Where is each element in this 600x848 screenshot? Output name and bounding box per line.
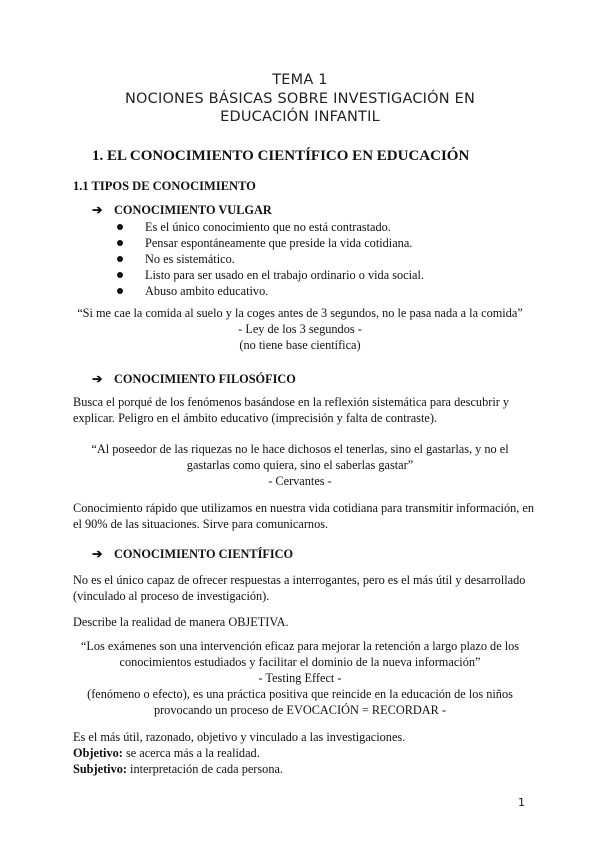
bullet-icon bbox=[117, 272, 123, 278]
quote-author: - Testing Effect - bbox=[258, 671, 342, 685]
definition-objetivo bbox=[73, 745, 260, 761]
heading-text: CONOCIMIENTO FILOSÓFICO bbox=[114, 372, 296, 386]
subsection-heading: 1.1 TIPOS DE CONOCIMIENTO bbox=[73, 179, 256, 193]
list-item: Pensar espontáneamente que preside la vida cotidiana. bbox=[145, 236, 413, 250]
quote-note: (no tiene base científica) bbox=[239, 338, 361, 352]
section-heading: 1. EL CONOCIMIENTO CIENTÍFICO EN EDUCACIÓN bbox=[92, 148, 470, 164]
definition: interpretación de cada persona. bbox=[126, 762, 284, 776]
quote: “Si me cae la comida al suelo y la coges antes de 3 segundos, no le pasa nada a la comida” bbox=[77, 306, 523, 320]
document-title-line-1: TEMA 1 bbox=[272, 72, 328, 88]
bullet-icon bbox=[117, 240, 123, 246]
page-number: 1 bbox=[518, 796, 525, 809]
paragraph-line: explicar. Peligro en el ámbito educativo (imprecisión y falta de contraste). bbox=[73, 411, 437, 425]
arrow-icon: ➔ bbox=[92, 547, 103, 561]
paragraph-line: (vinculado al proceso de investigación). bbox=[73, 589, 270, 603]
heading-conocimiento-cientifico bbox=[92, 546, 293, 562]
paragraph: Describe la realidad de manera OBJETIVA. bbox=[73, 615, 289, 629]
definition: se acerca más a la realidad. bbox=[122, 746, 260, 760]
bullet-icon bbox=[117, 256, 123, 262]
paragraph-line: Busca el porqué de los fenómenos basándose en la reflexión sistemática para descubrir y bbox=[73, 395, 510, 409]
document-title-line-2: NOCIONES BÁSICAS SOBRE INVESTIGACIÓN EN bbox=[124, 91, 476, 107]
quote-line: “Los exámenes son una intervención eficaz para mejorar la retención a largo plazo de los bbox=[80, 639, 520, 653]
bullet-icon bbox=[117, 288, 123, 294]
heading-conocimiento-vulgar bbox=[92, 202, 272, 218]
list-item: Listo para ser usado en el trabajo ordinario o vida social. bbox=[145, 268, 424, 282]
paragraph: Es el más útil, razonado, objetivo y vinculado a las investigaciones. bbox=[73, 730, 406, 744]
quote-note-line: (fenómeno o efecto), es una práctica positiva que reincide en la educación de los niños bbox=[87, 687, 513, 701]
quote-author: - Ley de los 3 segundos - bbox=[238, 322, 362, 336]
list-item: Es el único conocimiento que no está contrastado. bbox=[145, 220, 391, 234]
paragraph-line: Conocimiento rápido que utilizamos en nuestra vida cotidiana para transmitir información, en bbox=[73, 501, 534, 515]
term: Objetivo: bbox=[73, 746, 123, 760]
list-item: Abuso ambito educativo. bbox=[145, 284, 269, 298]
arrow-icon: ➔ bbox=[92, 203, 103, 217]
quote-author: - Cervantes - bbox=[268, 474, 332, 488]
paragraph-line: No es el único capaz de ofrecer respuestas a interrogantes, pero es el más útil y desarrollado bbox=[73, 573, 526, 587]
list-item: No es sistemático. bbox=[145, 252, 235, 266]
quote-line: gastarlas como quiera, sino el saberlas gastar” bbox=[186, 458, 414, 472]
definition-subjetivo bbox=[73, 761, 283, 777]
quote-line: conocimientos estudiados y facilitar el dominio de la nueva información” bbox=[119, 655, 481, 669]
quote-note-line: provocando un proceso de EVOCACIÓN = RECORDAR - bbox=[153, 703, 447, 717]
quote-line: “Al poseedor de las riquezas no le hace dichosos el tenerlas, sino el gastarlas, y no el bbox=[91, 442, 509, 456]
heading-text: CONOCIMIENTO CIENTÍFICO bbox=[114, 547, 294, 561]
bullet-icon bbox=[117, 224, 123, 230]
document-title-line-3: EDUCACIÓN INFANTIL bbox=[220, 109, 380, 125]
paragraph-line: el 90% de las situaciones. Sirve para comunicarnos. bbox=[73, 517, 329, 531]
term: Subjetivo: bbox=[73, 762, 127, 776]
heading-text: CONOCIMIENTO VULGAR bbox=[114, 203, 272, 217]
arrow-icon: ➔ bbox=[92, 372, 103, 386]
heading-conocimiento-filosofico bbox=[92, 371, 296, 387]
